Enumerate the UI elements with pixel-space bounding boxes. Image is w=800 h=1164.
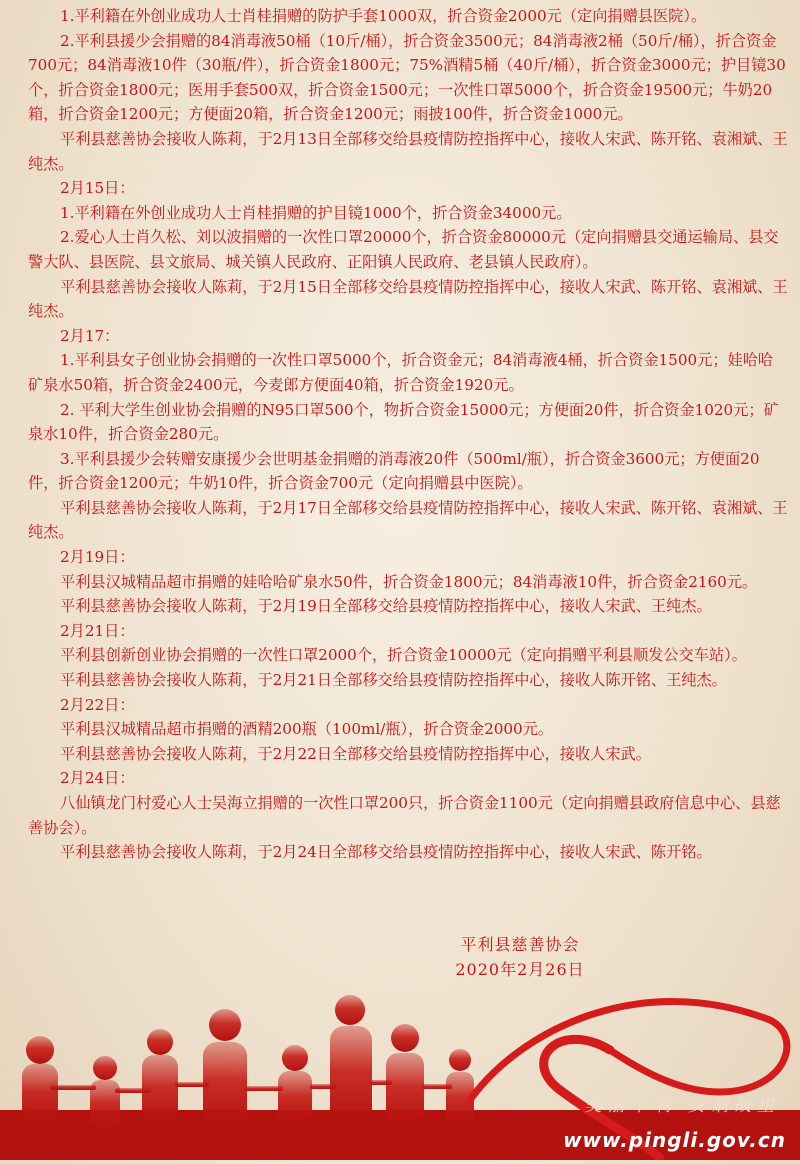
donation-paragraph: 1.平利县女子创业协会捐赠的一次性口罩5000个，折合资金元；84消毒液4桶，折合资金1500元；娃哈哈矿泉水50箱，折合资金2400元，今麦郎方便面40箱，折合资金1920元。 (28, 351, 774, 394)
footer-url: www.pingli.gov.cn (563, 1128, 786, 1152)
footer-tagline: 美丽平利 女娲故里 (584, 1096, 780, 1116)
donation-paragraph: 平利县汉城精品超市捐赠的娃哈哈矿泉水50件，折合资金1800元；84消毒液10件，折合资金2160元。 (60, 572, 758, 591)
donation-paragraph: 1.平利籍在外创业成功人士肖桂捐赠的护目镜1000个，折合资金34000元。 (60, 203, 572, 222)
signature-org: 平利县慈善协会 (460, 935, 580, 954)
donation-paragraph: 平利县慈善协会接收人陈莉，于2月19日全部移交给县疫情防控指挥中心，接收人宋武、王纯杰。 (60, 597, 712, 616)
donation-paragraph: 平利县慈善协会接收人陈莉，于2月24日全部移交给县疫情防控指挥中心，接收人宋武、陈开铭。 (60, 843, 712, 862)
donation-paragraph: 平利县创新创业协会捐赠的一次性口罩2000个，折合资金10000元（定向捐赠平利县顺发公交车站）。 (60, 646, 747, 665)
footer-banner (0, 990, 800, 1160)
date-heading: 2月15日： (60, 179, 135, 198)
donation-paragraph: 平利县慈善协会接收人陈莉，于2月15日全部移交给县疫情防控指挥中心，接收人宋武、陈开铭、袁湘斌、王纯杰。 (28, 277, 788, 321)
donation-paragraph: 平利县慈善协会接收人陈莉，于2月13日全部移交给县疫情防控指挥中心，接收人宋武、陈开铭、袁湘斌、王纯杰。 (28, 129, 788, 173)
donation-paragraph: 3.平利县援少会转赠安康援少会世明基金捐赠的消毒液20件（500ml/瓶），折合资金3600元；方便面20件，折合资金1200元；牛奶10件，折合资金700元（定向捐赠县中医院）。 (28, 449, 760, 493)
donation-paragraph: 2.爱心人士肖久松、刘以波捐赠的一次性口罩20000个，折合资金80000元（定向捐赠县交通运输局、县交警大队、县医院、县文旅局、城关镇人民政府、正阳镇人民政府、老县镇人民政府）。 (28, 228, 779, 271)
signature-date: 2020年2月26日 (455, 960, 585, 979)
donation-paragraph: 1.平利籍在外创业成功人士肖桂捐赠的防护手套1000双，折合资金2000元（定向捐赠县医院）。 (60, 7, 707, 25)
date-heading: 2月17： (60, 326, 120, 345)
donation-paragraph: 平利县慈善协会接收人陈莉，于2月22日全部移交给县疫情防控指挥中心，接收人宋武。 (60, 744, 651, 763)
donation-paragraph: 八仙镇龙门村爱心人士吴海立捐赠的一次性口罩200只，折合资金1100元（定向捐赠县政府信息中心、县慈善协会）。 (28, 794, 781, 837)
donation-paragraph: 平利县慈善协会接收人陈莉，于2月17日全部移交给县疫情防控指挥中心，接收人宋武、陈开铭、袁湘斌、王纯杰。 (28, 498, 788, 542)
donation-paragraph: 2. 平利大学生创业协会捐赠的N95口罩500个，物折合资金15000元；方便面20件，折合资金1020元；矿泉水10件，折合资金280元。 (28, 400, 779, 444)
date-heading: 2月22日： (60, 695, 135, 714)
silhouettes-icon (22, 995, 474, 1130)
donation-paragraph: 平利县汉城精品超市捐赠的酒精200瓶（100ml/瓶），折合资金2000元。 (60, 720, 554, 739)
date-heading: 2月21日： (60, 621, 135, 640)
donation-paragraph: 平利县慈善协会接收人陈莉，于2月21日全部移交给县疫情防控指挥中心，接收人陈开铭、王纯杰。 (60, 671, 727, 690)
donation-paragraph: 2.平利县援少会捐赠的84消毒液50桶（10斤/桶），折合资金3500元；84消毒液2桶（50斤/桶），折合资金700元；84消毒液10件（30瓶/件），折合资金1800元；75%酒精5桶（40斤/桶），折合资金3000元；护目镜30个，折合资金1800元；医用手套500双，折合资金1500元；一次性口罩5000个，折合资金19500元；牛奶20箱，折合资金1200元；方便面20箱，折合资金1200元；雨披100件，折合资金1000元。 (28, 31, 786, 124)
signature-block (420, 932, 620, 982)
document-body (28, 4, 788, 865)
date-heading: 2月19日： (60, 548, 135, 567)
date-heading: 2月24日： (60, 769, 135, 788)
